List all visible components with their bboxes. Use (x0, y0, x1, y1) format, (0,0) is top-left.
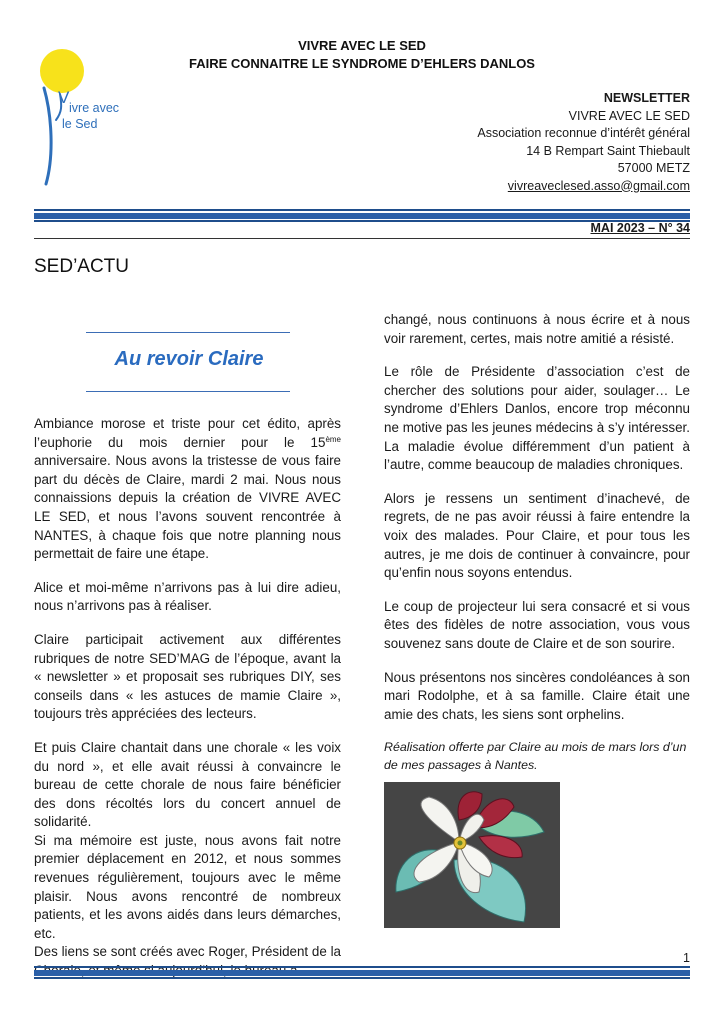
issue-label: MAI 2023 – N° 34 (590, 221, 690, 235)
article-heading: Au revoir Claire (114, 348, 264, 370)
issue-underline (34, 238, 690, 239)
logo-initial: V (58, 88, 70, 107)
org-name: VIVRE AVEC LE SED (568, 108, 690, 123)
logo-line2: le Sed (62, 117, 98, 131)
masthead-subtitle: FAIRE CONNAITRE LE SYNDROME D’EHLERS DANLOS (189, 56, 535, 71)
page-number: 1 (683, 951, 690, 965)
section-title: SED’ACTU (34, 256, 130, 277)
heading-rule-top (86, 332, 290, 333)
masthead-title: VIVRE AVEC LE SED (298, 38, 426, 53)
paragraph: Le coup de projecteur lui sera consacré et si vous êtes des fidèles de notre association, vous vous souvenez sans doute de Claire et de son sourire. (384, 598, 690, 651)
street-address: 14 B Rempart Saint Thiebault (526, 143, 690, 158)
city-address: 57000 METZ (617, 161, 690, 175)
paragraph: Alice et moi-même n’arrivons pas à lui dire adieu, nous n’arrivons pas à réaliser. (34, 579, 341, 614)
article-column-left (34, 415, 341, 981)
footer-divider (34, 966, 690, 979)
article-column-right (384, 311, 690, 789)
photo-caption: Réalisation offerte par Claire au mois de mars lors d’un de mes passages à Nantes. (384, 740, 687, 772)
heading-rule-bottom (86, 391, 290, 392)
logo-sun (40, 49, 84, 93)
paragraph: Si ma mémoire est juste, nous avons fait notre premier déplacement en 2012, et nous sommes revenues régulièrement, toujours avec le même plaisir. Nous avons rencontré de nombreux patients, et les avons aidés dans leurs démarches, etc. (34, 832, 341, 941)
paragraph: Le rôle de Présidente d’association c’est de chercher des solutions pour aider, soulager… Le syndrome d’Ehlers Danlos, encore trop méconnu ne motive pas les jeunes médecins à s’y intéresser. La maladie évolue différemment d’un patient à l’autre, comme beaucoup de maladies chroniques. (384, 364, 690, 473)
paragraph: Ambiance morose et triste pour cet édito, après l’euphorie du mois dernier pour le 15ème anniversaire. Nous avons la tristesse de vous faire part du décès de Claire, mardi 2 mai. Nous nous connaissions depuis la création de VIVRE AVEC LE SED, et nous l’avons souvent rencontrée à NANTES, à chaque fois que notre planning nous permettait de faire une étape. (34, 416, 341, 562)
paragraph: Nous présentons nos sincères condoléances à son mari Rodolphe, et à sa famille. Claire était une amie des chats, les siens sont orphelins. (384, 669, 690, 722)
contact-block (477, 90, 690, 195)
paragraph: Alors je ressens un sentiment d’inachevé, de regrets, de ne pas avoir réussi à faire entendre la voix des malades. Pour Claire, et pour tous les autres, je me dois de continuer à convaincre, pour qu’enfin nous soyons entendus. (384, 490, 690, 581)
logo-figure-stroke (44, 88, 51, 184)
org-status: Association reconnue d’intérêt général (477, 126, 690, 140)
newsletter-label: NEWSLETTER (603, 91, 690, 105)
paper-flower-image (384, 782, 560, 928)
paragraph: Des liens se sont créés avec Roger, Président de la (34, 944, 341, 960)
paragraph: Et puis Claire chantait dans une chorale « les voix du nord », et elle avait réussi à convaincre le bureau de cette chorale de nous faire bénéficier des dons récoltés lors du concert annuel de solidarité. (34, 739, 341, 830)
paragraph: Claire participait activement aux différentes rubriques de notre SED’MAG de l’époque, avant la « newsletter » et proposait ses rubriques DIY, ses conseils dans « les astuces de mamie Claire », toujours très appréciées des lecteurs. (34, 631, 341, 722)
logo-line1: ivre avec (69, 101, 120, 115)
paragraph: changé, nous continuons à nous écrire et à nous voir rarement, certes, mais notre amitié a résisté. (384, 312, 690, 346)
association-logo (32, 46, 142, 191)
email-link[interactable]: vivreaveclesed.asso@gmail.com (507, 178, 690, 193)
paper-flower-photo (384, 782, 560, 928)
